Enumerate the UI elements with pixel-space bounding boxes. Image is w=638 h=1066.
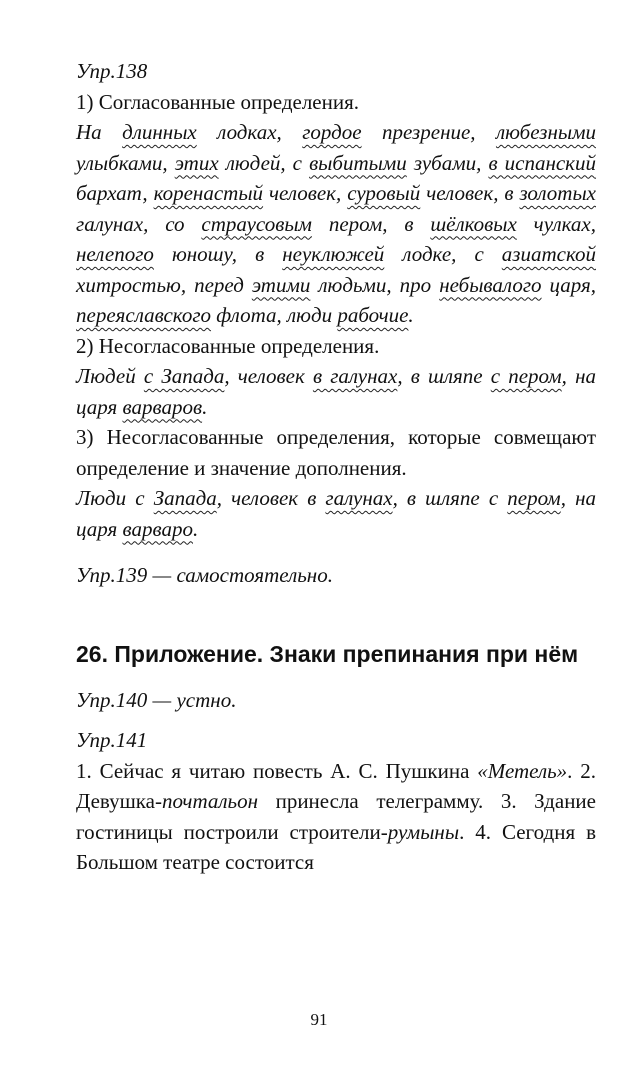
text-run: . 2. Девушка-	[76, 758, 596, 813]
text-run: , в шляпе	[397, 364, 491, 388]
italic-term: румыны	[387, 819, 460, 844]
text-run: , в шляпе с	[392, 486, 508, 510]
underlined-definition: с пером	[490, 364, 562, 388]
underlined-definition: в галунах	[312, 364, 398, 388]
text-run: . 4. Сегодня в Большом театре состоится	[76, 819, 596, 874]
exercise-139: Упр.139 — самостоятельно.	[76, 563, 333, 587]
underlined-definition: шёлковых	[430, 211, 517, 236]
italic-term: почтальон	[161, 789, 258, 813]
text-run: царя,	[541, 272, 597, 297]
page-content	[76, 56, 596, 878]
text-run: хитростью, перед	[76, 272, 252, 297]
text-run: людей, с	[218, 150, 310, 175]
text-run: галунах, со	[76, 211, 202, 236]
underlined-definition: любезными	[495, 120, 596, 144]
exercise-138-item-2-heading: 2) Несогласованные определения.	[76, 333, 380, 358]
underlined-definition: варваро	[122, 516, 193, 541]
page-number: 91	[310, 1010, 328, 1029]
underlined-definition: с Запада	[143, 364, 225, 388]
text-run: На	[76, 120, 123, 144]
text-run: .	[202, 394, 208, 419]
exercise-138-item-1-text	[76, 117, 596, 331]
text-run: Людей	[76, 364, 144, 388]
text-run: , человек	[224, 364, 313, 388]
exercise-140: Упр.140 — устно.	[76, 687, 237, 712]
exercise-138-item-3-heading: 3) Несогласованные определения, которые совмещают определение и значение дополнения.	[76, 425, 596, 480]
underlined-definition: Запада	[153, 486, 217, 510]
text-run: лодках,	[196, 120, 303, 144]
underlined-definition: небывалого	[439, 272, 542, 297]
text-run: , на царя	[76, 486, 596, 541]
underlined-definition: этими	[251, 272, 311, 297]
underlined-definition: длинных	[122, 120, 197, 144]
italic-term: «Метель»	[477, 758, 568, 783]
exercise-141-title: Упр.141	[76, 728, 148, 752]
exercise-141-text	[76, 756, 596, 878]
underlined-definition: азиатской	[501, 242, 596, 266]
text-run: презрение,	[361, 120, 496, 144]
underlined-definition: коренастый	[153, 181, 264, 205]
text-run: зубами,	[406, 150, 489, 175]
underlined-definition: галунах	[325, 486, 393, 510]
text-run: человек,	[263, 181, 348, 205]
underlined-definition: этих	[174, 150, 219, 175]
underlined-definition: переяславского	[76, 303, 212, 327]
underlined-definition: нелепого	[76, 242, 154, 266]
section-heading: 26. Приложение. Знаки препинания при нём	[76, 640, 579, 667]
underlined-definition: гордое	[302, 120, 362, 144]
underlined-definition: страусовым	[201, 211, 312, 236]
exercise-138-item-2-text	[76, 361, 596, 422]
text-run: принесла телеграмму. 3. Здание гостиницы построили строители-	[76, 789, 596, 844]
text-run: лодке, с	[384, 242, 502, 266]
text-run: .	[408, 303, 414, 327]
underlined-definition: в испанский	[488, 150, 597, 175]
exercise-138-item-3-text	[76, 483, 596, 544]
text-run: .	[192, 516, 199, 541]
text-run: пером, в	[311, 211, 431, 236]
underlined-definition: рабочие	[337, 303, 409, 327]
underlined-definition: неуклюжей	[282, 242, 385, 266]
text-run: чулках,	[516, 211, 596, 236]
text-run: , на царя	[76, 364, 596, 419]
exercise-138-item-1-heading: 1) Согласованные определения.	[76, 89, 360, 114]
text-run: Люди с	[76, 486, 154, 510]
text-run: 1. Сейчас я читаю повесть А. С. Пушкина	[76, 758, 478, 783]
text-run: юношу, в	[153, 242, 283, 266]
underlined-definition: золотых	[519, 181, 596, 205]
underlined-definition: пером	[507, 486, 561, 510]
text-run: людьми, про	[310, 272, 440, 297]
text-run: флота, люди	[211, 303, 338, 327]
underlined-definition: выбитыми	[309, 150, 407, 175]
text-run: бархат,	[76, 181, 154, 205]
text-run: , человек в	[216, 486, 326, 510]
exercise-138-title: Упр.138	[76, 59, 148, 83]
underlined-definition: варваров	[122, 394, 203, 419]
text-run: улыбками,	[76, 150, 175, 175]
text-run: человек, в	[420, 181, 520, 205]
underlined-definition: суровый	[347, 181, 421, 205]
